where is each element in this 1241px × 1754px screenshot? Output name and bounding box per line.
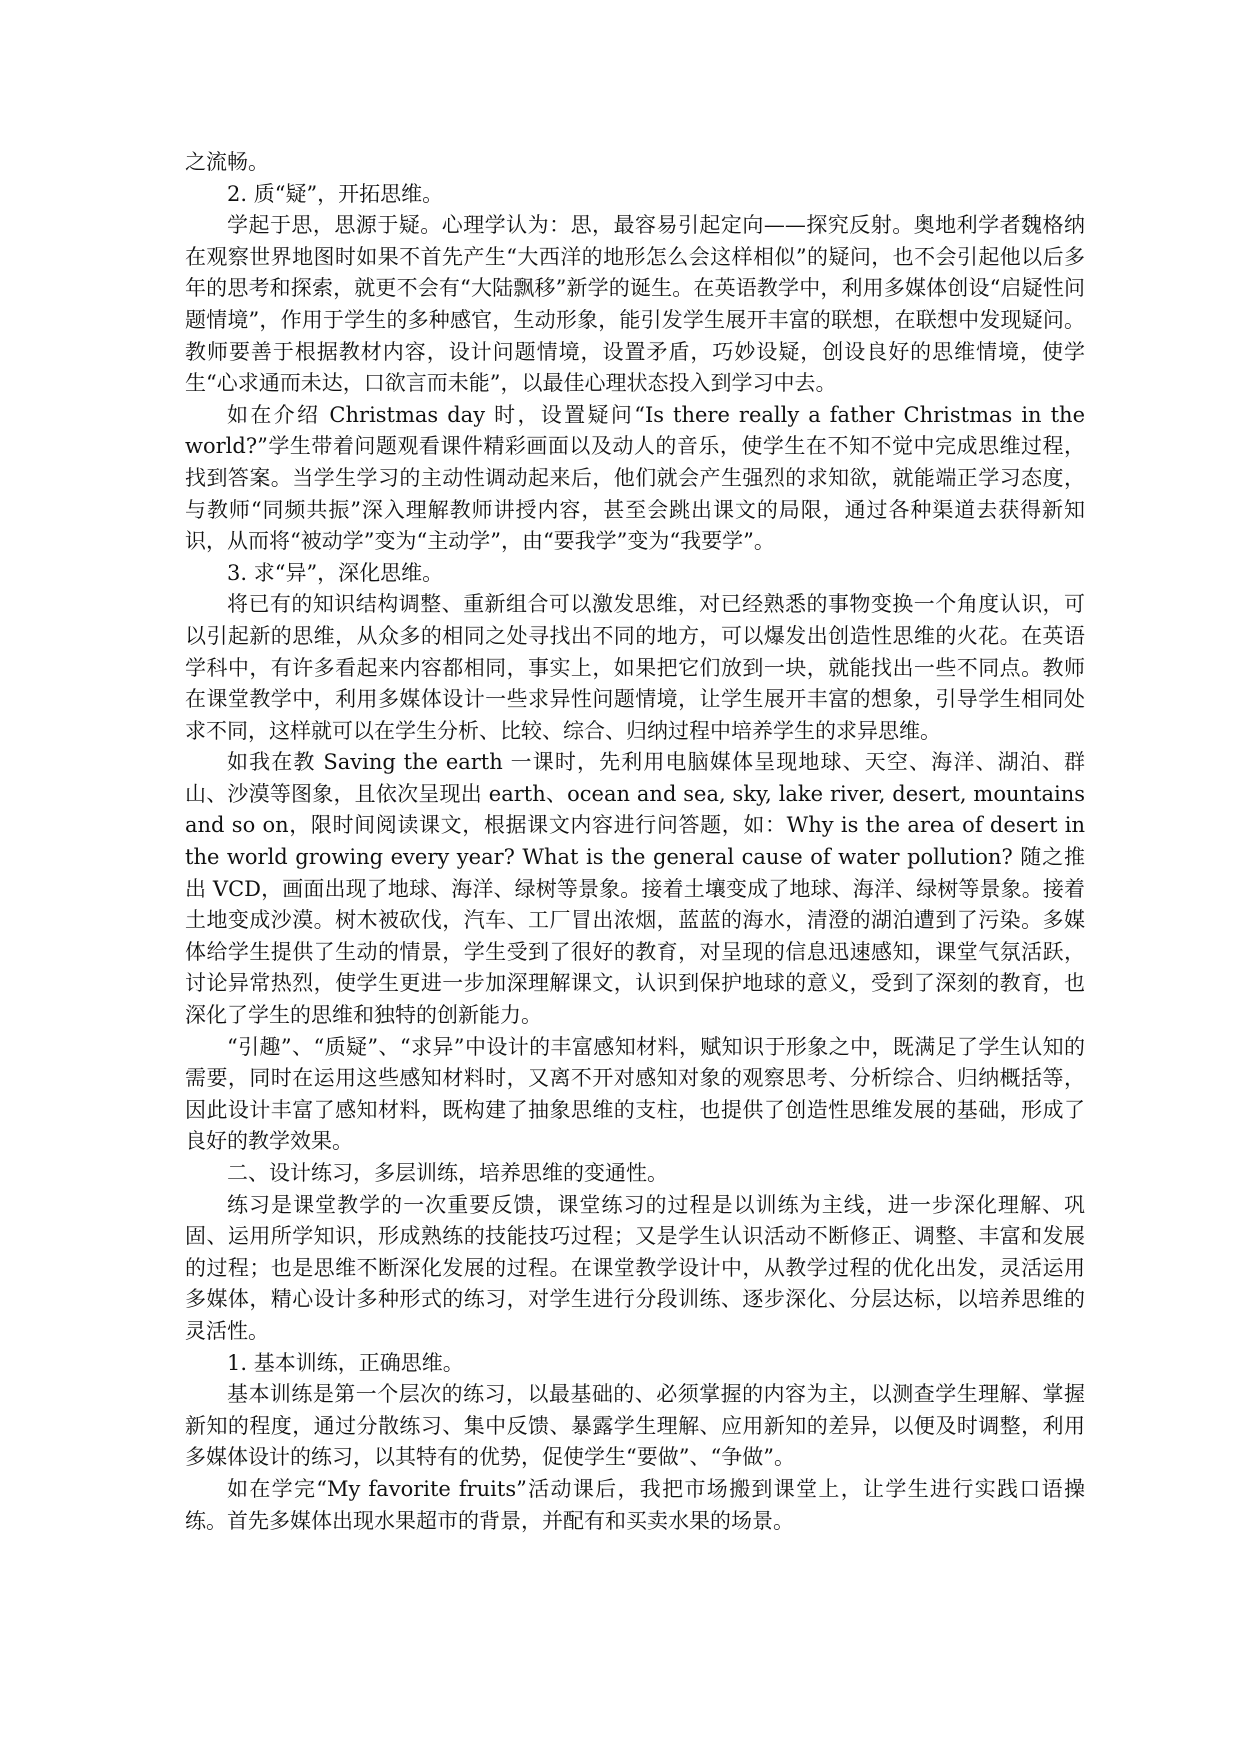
section-heading-basic-training: 1. 基本训练，正确思维。 bbox=[227, 1350, 464, 1375]
section-heading-questioning: 2. 质“疑”，开拓思维。 bbox=[227, 181, 444, 206]
section-heading-difference: 3. 求“异”，深化思维。 bbox=[227, 560, 444, 585]
paragraph-basic-training: 基本训练是第一个层次的练习，以最基础的、必须掌握的内容为主，以测查学生理解、掌握新知的程度，通过分散练习、集中反馈、暴露学生理解、应用新知的差异，以便及时调整，利用多媒体设计的练习，以其特有的优势，促使学生“要做”、“争做”。 bbox=[185, 1382, 1085, 1470]
document-page bbox=[185, 147, 1085, 1537]
paragraph-difference-theory: 将已有的知识结构调整、重新组合可以激发思维，对已经熟悉的事物变换一个角度认识，可以引起新的思维，从众多的相同之处寻找出不同的地方，可以爆发出创造性思维的火花。在英语学科中，有许多看起来内容都相同，事实上，如果把它们放到一块，就能找出一些不同点。教师在课堂教学中，利用多媒体设计一些求异性问题情境，让学生展开丰富的想象，引导学生相同处求不同，这样就可以在学生分析、比较、综合、归纳过程中培养学生的求异思维。 bbox=[185, 592, 1085, 743]
paragraph-summary: “引趣”、“质疑”、“求异”中设计的丰富感知材料，赋知识于形象之中，既满足了学生认知的需要，同时在运用这些感知材料时，又离不开对感知对象的观察思考、分析综合、归纳概括等，因此设计丰富了感知材料，既构建了抽象思维的支柱，也提供了创造性思维发展的基础，形成了良好的教学效果。 bbox=[185, 1034, 1085, 1154]
paragraph-questioning-theory: 学起于思，思源于疑。心理学认为：思，最容易引起定向——探究反射。奥地利学者魏格纳在观察世界地图时如果不首先产生“大西洋的地形怎么会这样相似”的疑问，也不会引起他以后多年的思考和探索，就更不会有“大陆飘移”新学的诞生。在英语教学中，利用多媒体创设“启疑性问题情境”，作用于学生的多种感官，生动形象，能引发学生展开丰富的联想，在联想中发现疑问。教师要善于根据教材内容，设计问题情境，设置矛盾，巧妙设疑，创设良好的思维情境，使学生“心求通而未达，口欲言而未能”，以最佳心理状态投入到学习中去。 bbox=[185, 213, 1085, 396]
paragraph-saving-earth-example: 如我在教 Saving the earth 一课时，先利用电脑媒体呈现地球、天空、海洋、湖泊、群山、沙漠等图象，且依次呈现出 earth、ocean and sea, sky, lake river, desert, mountains and so on，限时间阅读课文，根据课文内容进行问答题，如：Why is the area of desert in the world growing every year? What is the general cause of water pollution? 随之推出 VCD，画面出现了地球、海洋、绿树等景象。接着土壤变成了地球、海洋、绿树等景象。接着土地变成沙漠。树木被砍伐，汽车、工厂冒出浓烟，蓝蓝的海水，清澄的湖泊遭到了污染。多媒体给学生提供了生动的情景，学生受到了很好的教育，对呈现的信息迅速感知，课堂气氛活跃，讨论异常热烈，使学生更进一步加深理解课文，认识到保护地球的意义，受到了深刻的教育，也深化了学生的思维和独特的创新能力。 bbox=[185, 750, 1085, 1028]
section-heading-exercises: 二、设计练习，多层训练，培养思维的变通性。 bbox=[227, 1161, 668, 1185]
paragraph-christmas-example: 如在介绍 Christmas day 时，设置疑问“Is there really a father Christmas in the world?”学生带着问题观看课件精彩画面以及动人的音乐，使学生在不知不觉中完成思维过程，找到答案。当学生学习的主动性调动起来后，他们就会产生强烈的求知欲，就能端正学习态度，与教师“同频共振”深入理解教师讲授内容，甚至会跳出课文的局限，通过各种渠道去获得新知识，从而将“被动学”变为“主动学”，由“要我学”变为“我要学”。 bbox=[185, 402, 1085, 554]
paragraph-continuation: 之流畅。 bbox=[185, 150, 269, 174]
paragraph-exercises-theory: 练习是课堂教学的一次重要反馈，课堂练习的过程是以训练为主线，进一步深化理解、巩固、运用所学知识，形成熟练的技能技巧过程；又是学生认识活动不断修正、调整、丰富和发展的过程；也是思维不断深化发展的过程。在课堂教学设计中，从教学过程的优化出发，灵活运用多媒体，精心设计多种形式的练习，对学生进行分段训练、逐步深化、分层达标，以培养思维的灵活性。 bbox=[185, 1192, 1085, 1343]
paragraph-fruits-example: 如在学完“My favorite fruits”活动课后，我把市场搬到课堂上，让学生进行实践口语操练。首先多媒体出现水果超市的背景，并配有和买卖水果的场景。 bbox=[185, 1476, 1085, 1533]
